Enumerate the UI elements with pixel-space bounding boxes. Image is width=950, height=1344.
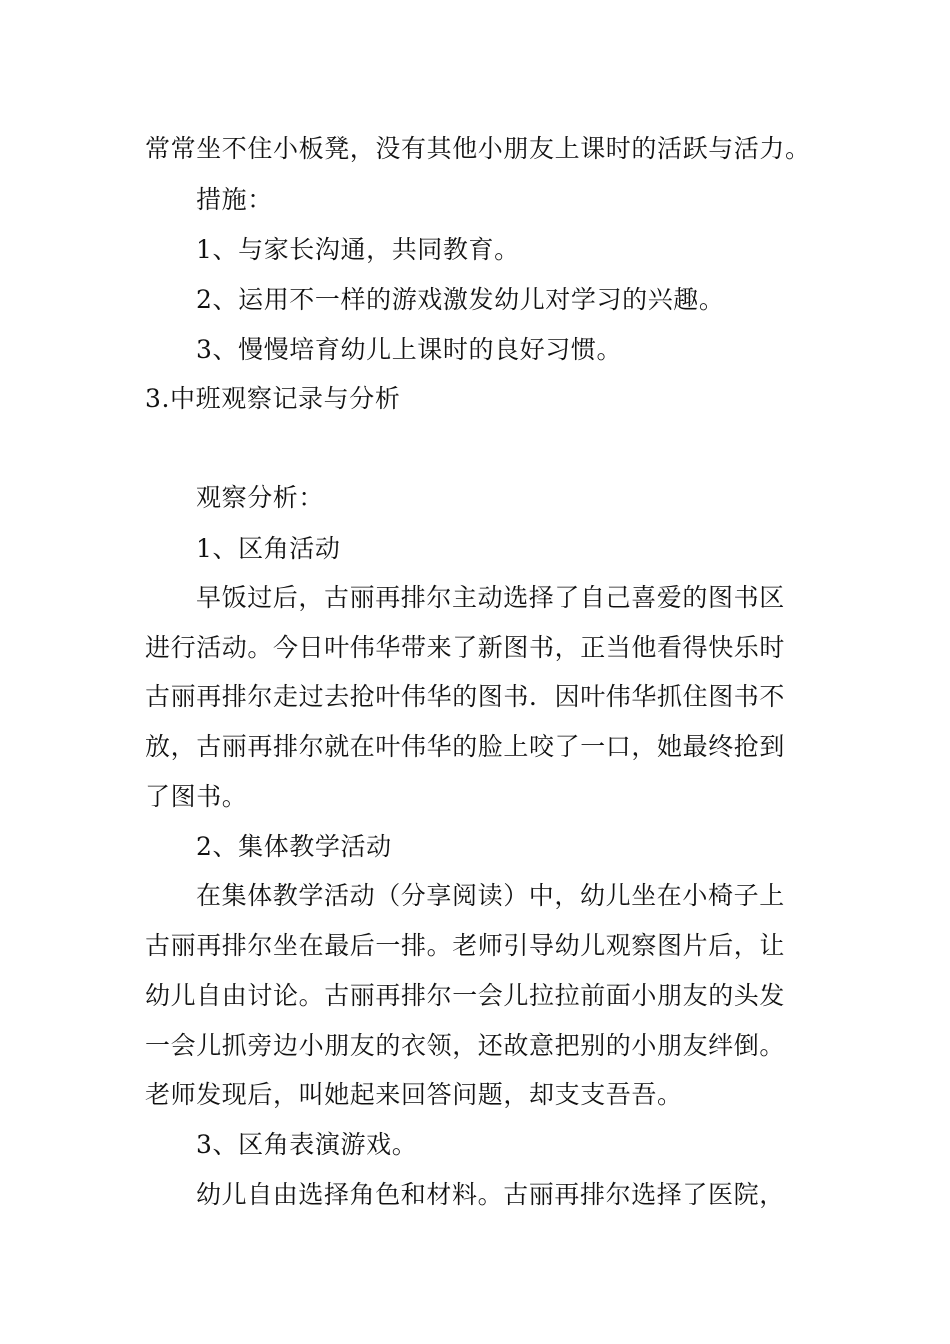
paragraph-line: 幼儿自由讨论。古丽再排尔一会儿拉拉前面小朋友的头发	[145, 981, 786, 1010]
measure-item-1: 1、与家长沟通，共同教育。	[196, 235, 520, 264]
paragraph-line: 了图书。	[145, 782, 248, 811]
analysis-heading: 观察分析：	[196, 483, 325, 512]
paragraph-line: 进行活动。今日叶伟华带来了新图书，正当他看得快乐时	[145, 633, 786, 662]
measures-heading: 措施：	[196, 185, 273, 214]
paragraph-line: 在集体教学活动（分享阅读）中，幼儿坐在小椅子上	[196, 881, 785, 910]
paragraph-line: 一会儿抓旁边小朋友的衣领，还故意把别的小朋友绊倒。	[145, 1031, 786, 1060]
paragraph-line: 放，古丽再排尔就在叶伟华的脸上咬了一口，她最终抢到	[145, 732, 786, 761]
paragraph-line: 老师发现后，叫她起来回答问题，却支支吾吾。	[145, 1080, 683, 1109]
text-line-continuation: 常常坐不住小板凳，没有其他小朋友上课时的活跃与活力。	[145, 134, 811, 163]
section-heading: 3.中班观察记录与分析	[145, 384, 401, 413]
paragraph-line: 古丽再排尔坐在最后一排。老师引导幼儿观察图片后，让	[145, 931, 786, 960]
subheading-group-teaching: 2、集体教学活动	[196, 832, 392, 861]
paragraph-line: 早饭过后，古丽再排尔主动选择了自己喜爱的图书区	[196, 583, 785, 612]
measure-item-2: 2、运用不一样的游戏激发幼儿对学习的兴趣。	[196, 285, 725, 314]
paragraph-line: 古丽再排尔走过去抢叶伟华的图书．因叶伟华抓住图书不	[145, 682, 786, 711]
paragraph-line: 幼儿自由选择角色和材料。古丽再排尔选择了医院，	[196, 1180, 785, 1209]
subheading-role-play: 3、区角表演游戏。	[196, 1130, 418, 1159]
subheading-area-activity: 1、区角活动	[196, 534, 341, 563]
measure-item-3: 3、慢慢培育幼儿上课时的良好习惯。	[196, 335, 623, 364]
